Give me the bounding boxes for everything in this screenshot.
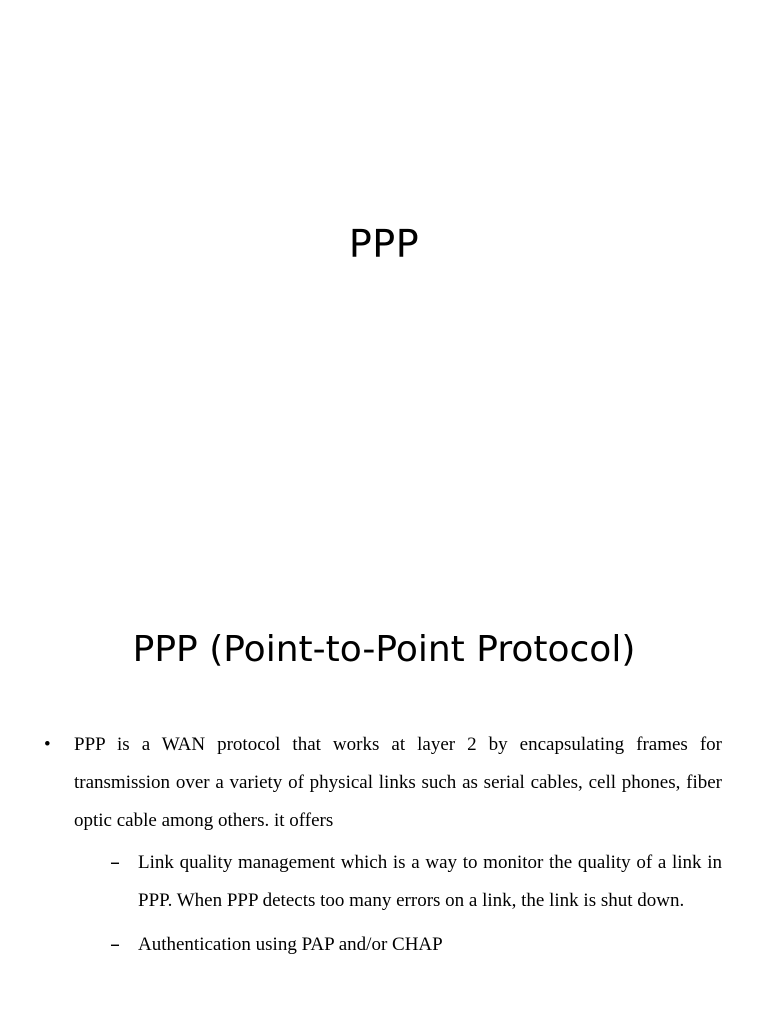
sub-bullet-item [104, 926, 722, 964]
content-slide [0, 576, 768, 1024]
slide-title: PPP [348, 222, 420, 266]
sub-bullet-text: Link quality management which is a way to monitor the quality of a link in PPP. When PPP detects too many errors on a link, the link is shut down. [138, 852, 722, 911]
sub-bullet-item [104, 844, 722, 920]
bullet-text: PPP is a WAN protocol that works at layer 2 by encapsulating frames for transmission over a variety of physical links such as serial cables, cell phones, fiber optic cable among others. it offers [74, 734, 722, 831]
slide-heading: PPP (Point-to-Point Protocol) [132, 629, 636, 670]
dash-marker: – [110, 850, 120, 874]
bullet-marker: • [44, 734, 51, 755]
sub-bullet-list [74, 844, 722, 964]
sub-bullet-text: Authentication using PAP and/or CHAP [138, 934, 443, 955]
dash-marker: – [110, 932, 120, 956]
bullet-list [44, 726, 722, 970]
bullet-item [44, 726, 722, 964]
